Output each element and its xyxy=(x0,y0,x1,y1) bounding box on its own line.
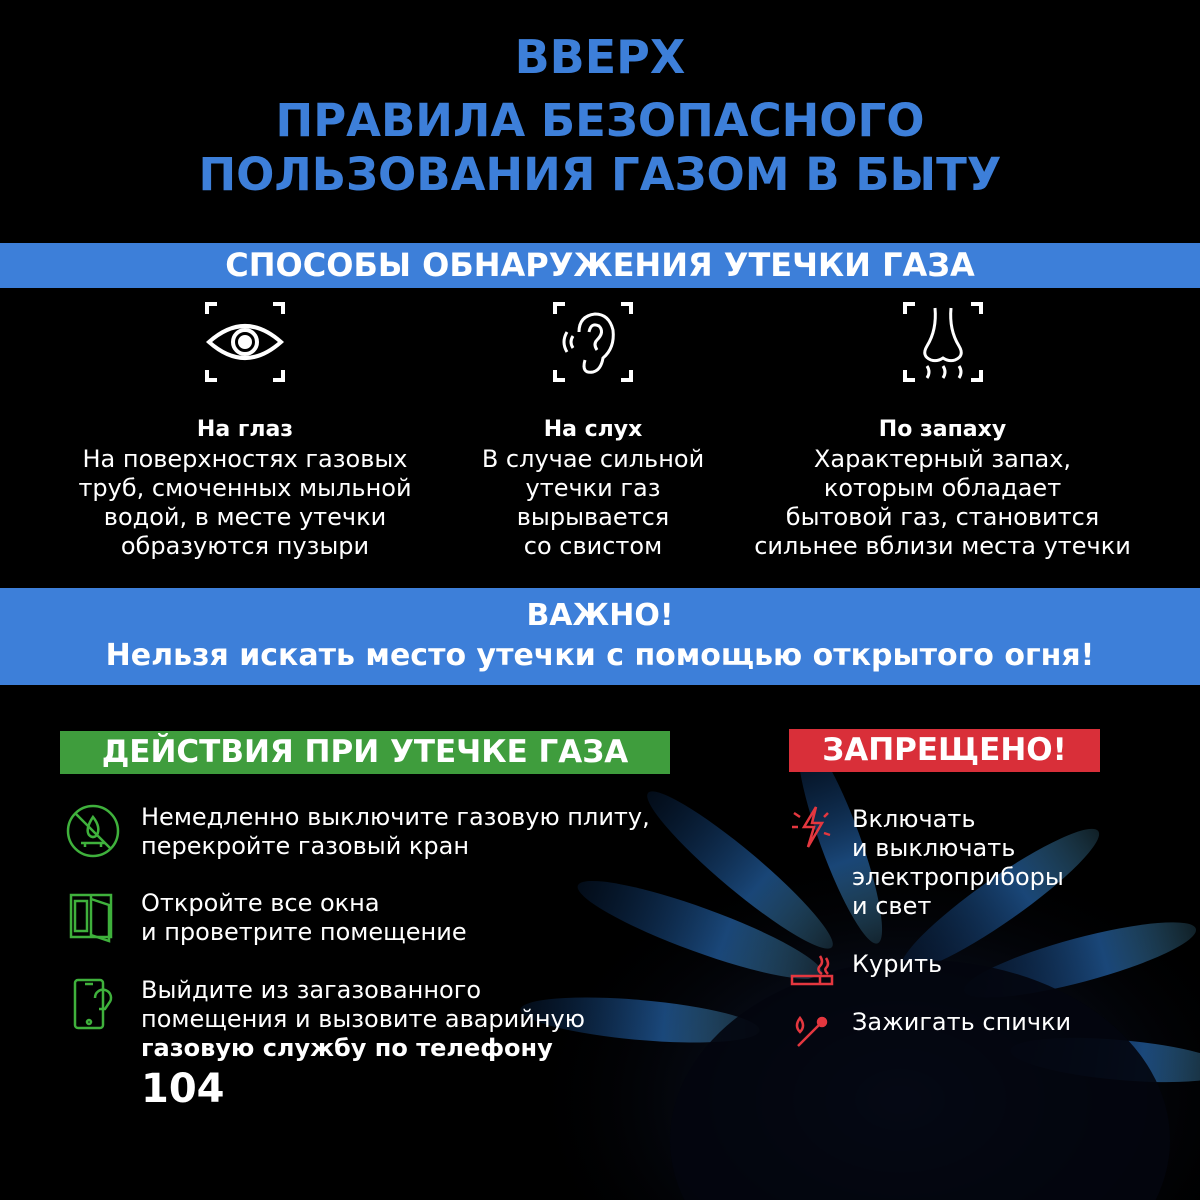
no-fire-stove-icon xyxy=(65,803,121,859)
warning-text: Нельзя искать место утечки с помощью открытого огня! xyxy=(105,638,1095,673)
text-line: и проветрите помещение xyxy=(141,918,467,946)
text-line: которым обладает xyxy=(823,474,1062,502)
text-line: Выйдите из загазованного xyxy=(141,976,482,1004)
nose-icon xyxy=(901,300,985,384)
actions-heading: ДЕЙСТВИЯ ПРИ УТЕЧКЕ ГАЗА xyxy=(60,731,670,774)
text-line: Немедленно выключите газовую плиту, xyxy=(141,803,650,831)
action-text xyxy=(141,976,681,1115)
window-icon xyxy=(65,889,121,945)
text-line: вырывается xyxy=(516,503,670,531)
title-line-1: ПРАВИЛА БЕЗОПАСНОГО xyxy=(275,94,925,147)
electricity-icon xyxy=(790,805,834,849)
detection-heading: СПОСОБЫ ОБНАРУЖЕНИЯ УТЕЧКИ ГАЗА xyxy=(0,243,1200,288)
action-text xyxy=(141,803,681,861)
detection-title-ear: На слух xyxy=(543,417,643,442)
detection-item-nose xyxy=(740,300,1145,561)
text-line: труб, смоченных мыльной xyxy=(78,474,412,502)
text-line: Курить xyxy=(852,950,943,978)
page-title xyxy=(0,94,1200,202)
action-text xyxy=(141,889,681,947)
warning-banner xyxy=(0,588,1200,685)
detection-text-eye xyxy=(60,445,430,561)
text-line: и свет xyxy=(852,892,932,920)
logo: ВВЕРХ xyxy=(514,30,686,84)
text-line: Зажигать спички xyxy=(852,1008,1072,1036)
phone-icon xyxy=(65,976,121,1032)
detection-item-ear xyxy=(440,300,746,561)
cigarette-icon xyxy=(790,950,834,994)
forbidden-text xyxy=(852,950,942,979)
warning-title: ВАЖНО! xyxy=(526,598,674,633)
text-line: В случае сильной xyxy=(481,445,705,473)
forbidden-text xyxy=(852,1008,1071,1037)
detection-text-ear xyxy=(440,445,746,561)
detection-text-nose xyxy=(740,445,1145,561)
forbidden-heading: ЗАПРЕЩЕНО! xyxy=(789,729,1100,772)
text-line: помещения и вызовите аварийную xyxy=(141,1005,585,1033)
text-line: На поверхностях газовых xyxy=(82,445,408,473)
text-line: перекройте газовый кран xyxy=(141,832,470,860)
text-line: сильнее вблизи места утечки xyxy=(754,532,1131,560)
emergency-phone-number: 104 xyxy=(141,1066,225,1112)
text-line: электроприборы xyxy=(852,863,1064,891)
title-line-2: ПОЛЬЗОВАНИЯ ГАЗОМ В БЫТУ xyxy=(198,148,1002,201)
forbidden-text xyxy=(852,805,1064,921)
match-icon xyxy=(790,1008,834,1052)
emergency-service-label: газовую службу по телефону xyxy=(141,1034,553,1062)
text-line: образуются пузыри xyxy=(120,532,370,560)
detection-title-eye: На глаз xyxy=(196,417,294,442)
detection-title-nose: По запаху xyxy=(878,417,1007,442)
detection-item-eye xyxy=(60,300,430,561)
text-line: Откройте все окна xyxy=(141,889,380,917)
ear-icon xyxy=(551,300,635,384)
text-line: Включать xyxy=(852,805,976,833)
eye-icon xyxy=(203,300,287,384)
text-line: водой, в месте утечки xyxy=(103,503,387,531)
text-line: утечки газ xyxy=(525,474,661,502)
text-line: и выключать xyxy=(852,834,1016,862)
text-line: бытовой газ, становится xyxy=(785,503,1100,531)
text-line: со свистом xyxy=(523,532,663,560)
text-line: Характерный запах, xyxy=(813,445,1072,473)
